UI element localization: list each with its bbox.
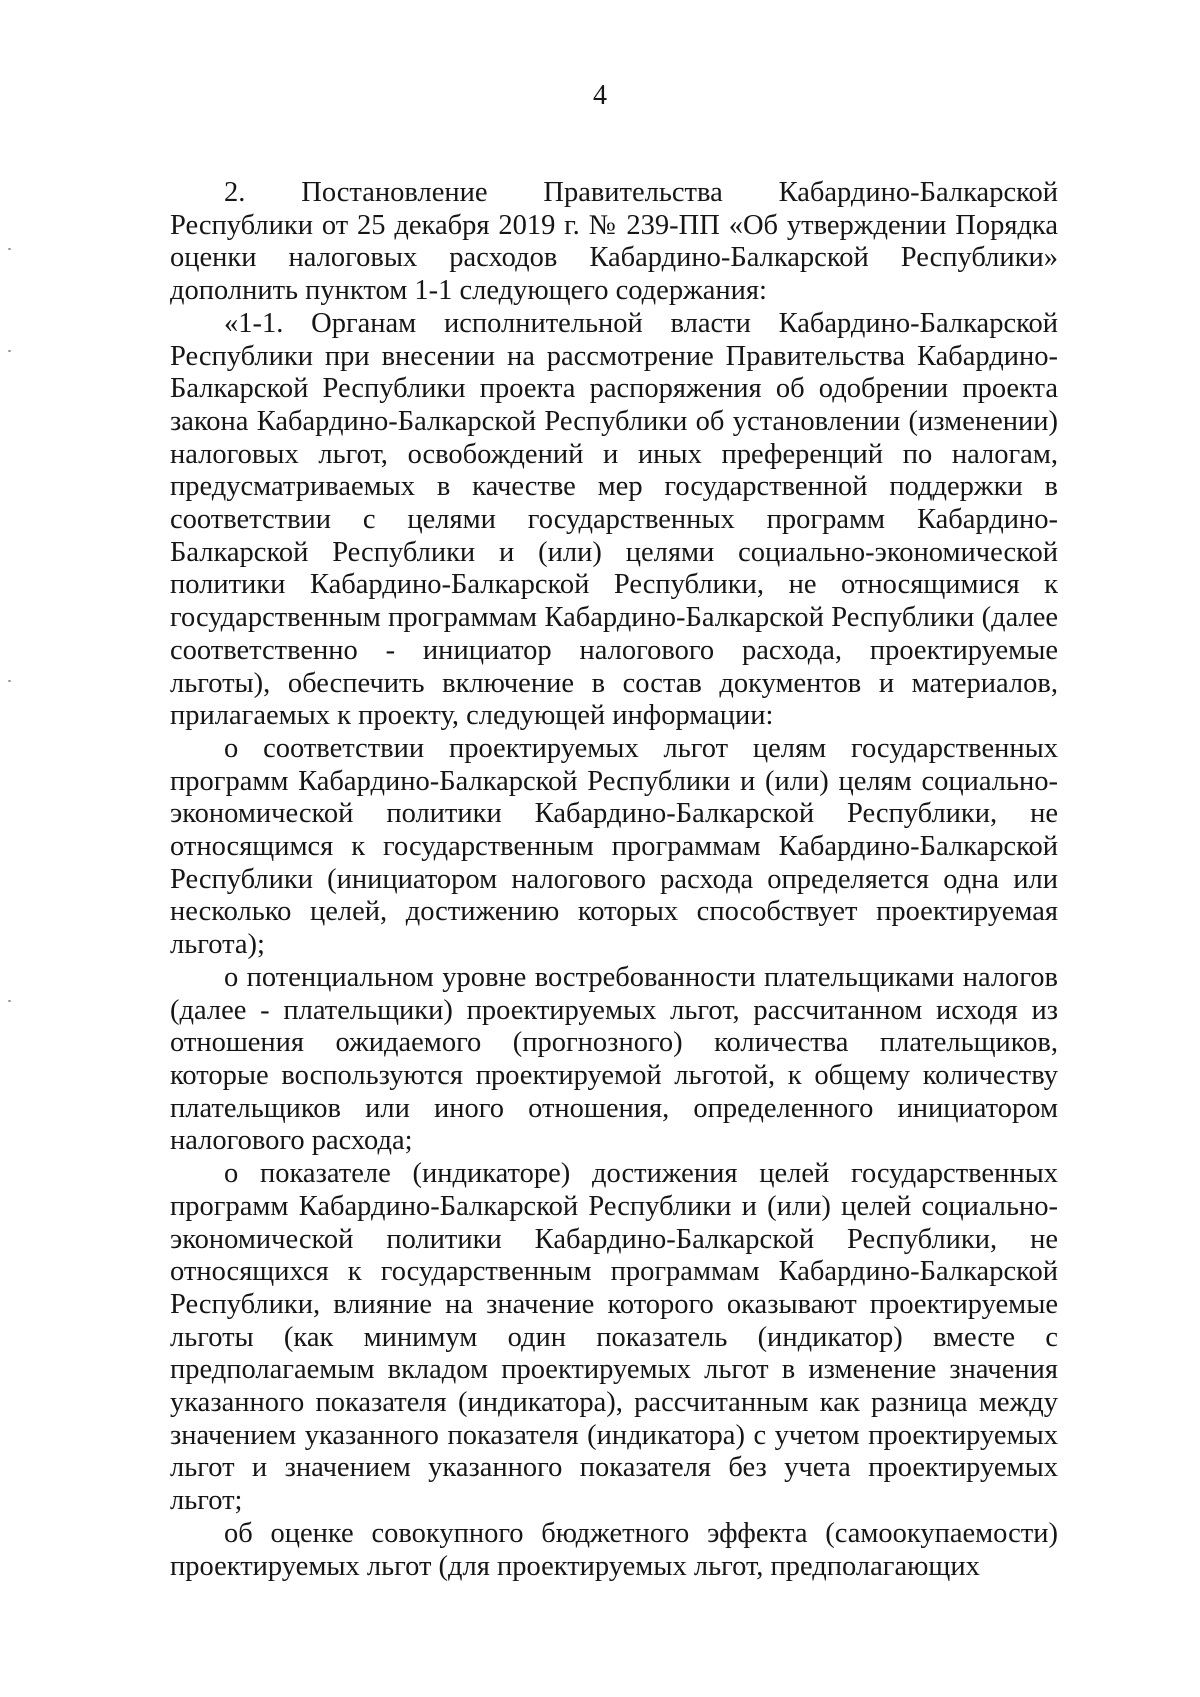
paragraph-budget-effect: об оценке совокупного бюджетного эффекта (самоокупаемости) проектируемых льгот (для проектируемых льгот, предполагающих	[170, 1517, 1058, 1582]
scan-speck	[8, 1000, 11, 1002]
paragraph-clause-1-1: «1-1. Органам исполнительной власти Кабардино-Балкарской Республики при внесении на рассмотрение Правительства Кабардино-Балкарской Республики проекта распоряжения об одобрении проекта закона Кабардино-Балкарской Республики об установлении (изменении) налоговых льгот, освобождений и иных преференций по налогам, предусматриваемых в качестве мер государственной поддержки в соответствии с целями государственных программ Кабардино-Балкарской Республики и (или) целями социально-экономической политики Кабардино-Балкарской Республики, не относящимися к государственным программам Кабардино-Балкарской Республики (далее соответственно - инициатор налогового расхода, проектируемые льготы), обеспечить включение в состав документов и материалов, прилагаемых к проекту, следующей информации:	[170, 307, 1058, 732]
page-number: 4	[593, 80, 607, 111]
document-body	[170, 177, 1058, 1583]
scan-speck	[8, 350, 11, 352]
paragraph-demand-level: о потенциальном уровне востребованности плательщиками налогов (далее - плательщики) проектируемых льгот, рассчитанном исходя из отношения ожидаемого (прогнозного) количества плательщиков, которые воспользуются проектируемой льготой, к общему количеству плательщиков или иного отношения, определенного инициатором налогового расхода;	[170, 961, 1058, 1157]
paragraph-amendment-intro: 2. Постановление Правительства Кабардино-Балкарской Республики от 25 декабря 2019 г. № 239-ПП «Об утверждении Порядка оценки налоговых расходов Кабардино-Балкарской Республики» дополнить пунктом 1-1 следующего содержания:	[170, 177, 1058, 307]
paragraph-goals-compliance: о соответствии проектируемых льгот целям государственных программ Кабардино-Балкарской Республики и (или) целям социально-экономической политики Кабардино-Балкарской Республики, не относящимся к государственным программам Кабардино-Балкарской Республики (инициатором налогового расхода определяется одна или несколько целей, достижению которых способствует проектируемая льгота);	[170, 732, 1058, 961]
paragraph-indicator: о показателе (индикаторе) достижения целей государственных программ Кабардино-Балкарской Республики и (или) целей социально-экономической политики Кабардино-Балкарской Республики, не относящихся к государственным программам Кабардино-Балкарской Республики, влияние на значение которого оказывают проектируемые льготы (как минимум один показатель (индикатор) вместе с предполагаемым вкладом проектируемых льгот в изменение значения указанного показателя (индикатора), рассчитанным как разница между значением указанного показателя (индикатора) с учетом проектируемых льгот и значением указанного показателя без учета проектируемых льгот;	[170, 1158, 1058, 1517]
scan-speck	[8, 680, 11, 682]
scan-speck	[8, 248, 11, 250]
